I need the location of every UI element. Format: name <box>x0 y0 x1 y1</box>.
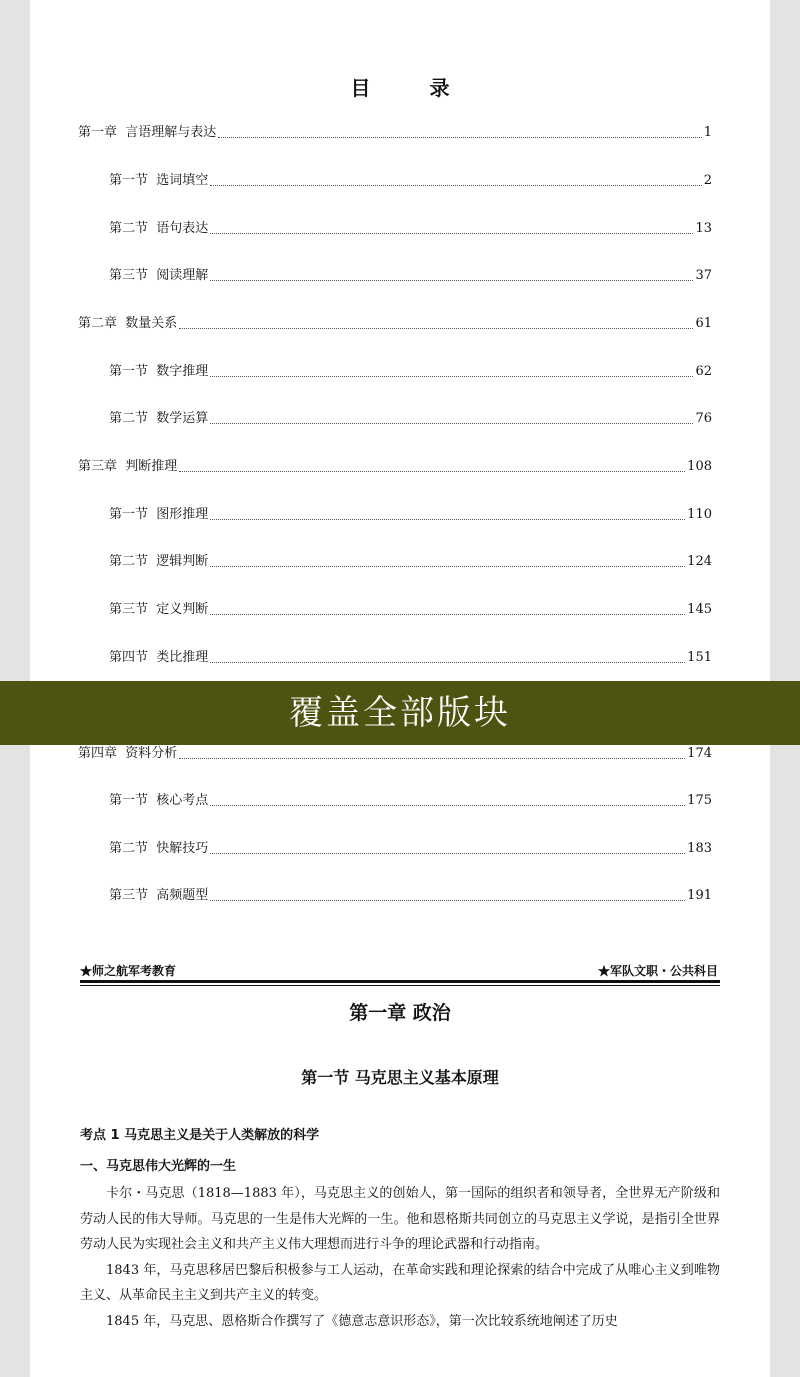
sub-title: 一、马克思伟大光辉的一生 <box>80 1159 237 1174</box>
toc-entry-label: 第三节 定义判断 <box>109 602 209 617</box>
toc-entry <box>109 649 712 667</box>
header-rule <box>80 980 720 983</box>
toc-entry-label: 第二节 逻辑判断 <box>109 554 209 569</box>
toc-entry-label: 第二节 数学运算 <box>109 411 209 426</box>
toc-leader-dots <box>210 853 685 854</box>
toc-entry-label: 第一章 言语理解与表达 <box>78 125 217 140</box>
toc-entry-label: 第一节 数字推理 <box>109 364 209 379</box>
toc-leader-dots <box>179 328 693 329</box>
toc-entry-page: 175 <box>687 793 712 808</box>
toc-entry-page: 110 <box>687 507 712 522</box>
toc-entry-page: 124 <box>687 554 712 569</box>
toc-leader-dots <box>179 758 685 759</box>
toc-entry-label: 第三节 高频题型 <box>109 888 209 903</box>
header-left: ★师之航军考教育 <box>80 964 177 978</box>
toc-leader-dots <box>210 662 685 663</box>
toc-entry <box>109 601 712 619</box>
toc-entry-page: 183 <box>687 841 712 856</box>
toc-entry-page: 2 <box>703 173 712 188</box>
body-text <box>80 1181 720 1334</box>
toc-entry <box>109 887 712 905</box>
toc-leader-dots <box>210 900 685 901</box>
toc-entry-page: 108 <box>687 459 712 474</box>
toc-entry-page: 145 <box>687 602 712 617</box>
toc-leader-dots <box>179 471 685 472</box>
toc-entry-label: 第一节 核心考点 <box>109 793 209 808</box>
paragraph: 1843 年，马克思移居巴黎后积极参与工人运动，在革命实践和理论探索的结合中完成了从唯心主义到唯物主义、从革命民主主义到共产主义的转变。 <box>80 1262 720 1303</box>
toc-leader-dots <box>210 233 693 234</box>
toc-entry-page: 76 <box>695 411 712 426</box>
toc-entry-label: 第二节 语句表达 <box>109 221 209 236</box>
paragraph: 1845 年，马克思、恩格斯合作撰写了《德意志意识形态》，第一次比较系统地阐述了历史 <box>106 1313 618 1329</box>
toc-entry <box>109 840 712 858</box>
toc-leader-dots <box>210 185 701 186</box>
toc-entry <box>109 172 712 190</box>
toc-entry-page: 13 <box>695 221 712 236</box>
toc-entry <box>109 363 712 381</box>
toc-leader-dots <box>210 280 693 281</box>
toc-title: 目 录 <box>350 76 476 100</box>
toc-entry-label: 第一节 图形推理 <box>109 507 209 522</box>
toc-entry <box>109 553 712 571</box>
toc-entry-page: 37 <box>695 268 712 283</box>
toc-entry-label: 第一节 选词填空 <box>109 173 209 188</box>
toc-leader-dots <box>210 805 685 806</box>
toc-entry-label: 第二节 快解技巧 <box>109 841 209 856</box>
promo-banner: 覆盖全部版块 <box>0 681 800 745</box>
toc-leader-dots <box>210 423 693 424</box>
toc-entry <box>109 220 712 238</box>
toc-entry-page: 1 <box>703 125 712 140</box>
chapter-title: 第一章 政治 <box>349 1002 451 1024</box>
toc-entry <box>109 506 712 524</box>
header-rule-thin <box>80 985 720 986</box>
toc-leader-dots <box>210 519 685 520</box>
toc-entry-label: 第二章 数量关系 <box>78 316 178 331</box>
toc-leader-dots <box>210 614 685 615</box>
point-title: 考点 1 马克思主义是关于人类解放的科学 <box>80 1128 320 1143</box>
toc-entry-label: 第三章 判断推理 <box>78 459 178 474</box>
toc-entry <box>78 124 712 142</box>
toc-leader-dots <box>210 566 685 567</box>
toc-leader-dots <box>210 376 693 377</box>
toc-entry-page: 174 <box>687 746 712 761</box>
toc-entry-page: 61 <box>695 316 712 331</box>
toc-entry <box>109 792 712 810</box>
toc-entry-page: 62 <box>695 364 712 379</box>
toc-entry <box>109 410 712 428</box>
toc-entry <box>78 745 712 763</box>
toc-entry-label: 第四章 资料分析 <box>78 746 178 761</box>
header-right: ★军队文职・公共科目 <box>597 964 718 978</box>
toc-entry-label: 第四节 类比推理 <box>109 650 209 665</box>
toc-entry <box>78 458 712 476</box>
toc-leader-dots <box>218 137 701 138</box>
toc-entry-label: 第三节 阅读理解 <box>109 268 209 283</box>
section-title: 第一节 马克思主义基本原理 <box>301 1068 499 1087</box>
toc-entry-page: 151 <box>687 650 712 665</box>
paragraph: 卡尔・马克思（1818—1883 年），马克思主义的创始人，第一国际的组织者和领导者，全世界无产阶级和劳动人民的伟大导师。马克思的一生是伟大光辉的一生。他和恩格斯共同创立的马克思主义学说，是指引全世界劳动人民为实现社会主义和共产主义伟大理想而进行斗争的理论武器和行动指南。 <box>80 1186 720 1252</box>
toc-entry-page: 191 <box>687 888 712 903</box>
toc-entry <box>109 267 712 285</box>
toc-entry <box>78 315 712 333</box>
